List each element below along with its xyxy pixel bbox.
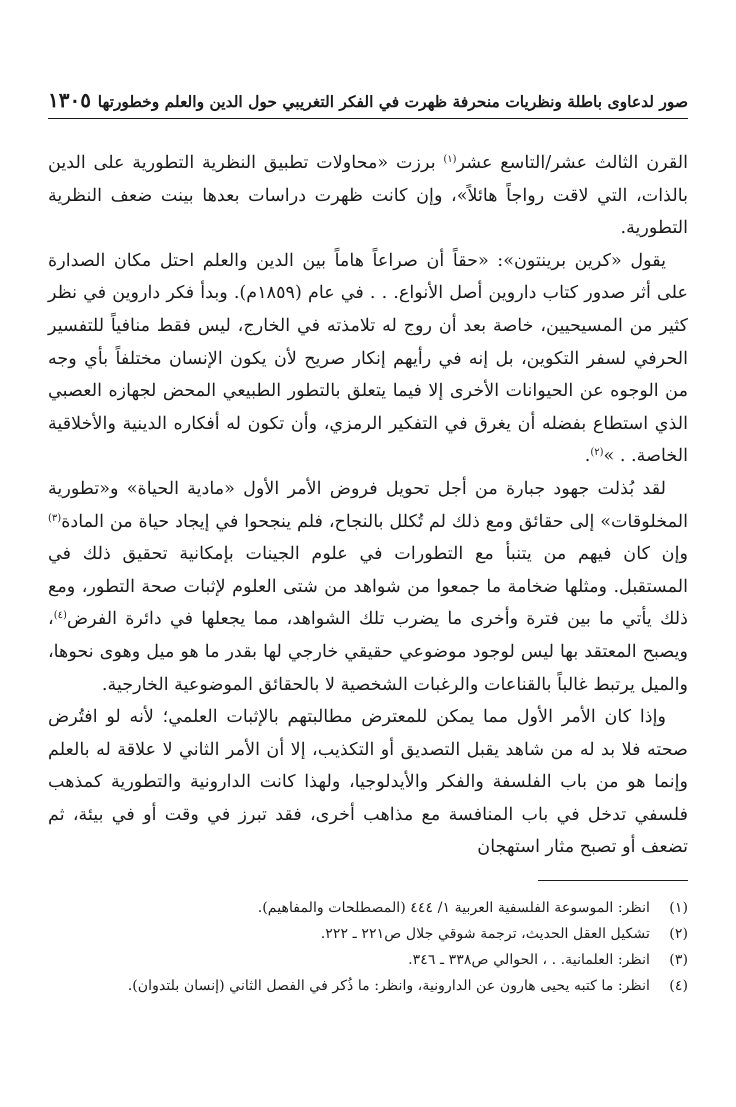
footnote-3 [48,947,688,973]
footnote-text: انظر: ما كتبه يحيى هارون عن الدارونية، وانظر: ما ذُكر في الفصل الثاني (إنسان بلتدوان). [127,978,650,995]
footnote-mark: (١) [669,900,688,917]
footnote-ref-1[interactable]: (١) [443,154,457,165]
footnote-1 [48,895,688,921]
paragraph-4 [48,701,688,864]
paragraph-2-text-a: يقول «كرين برينتون»: «حقاً أن صراعاً هاماً بين الدين والعلم احتل مكان الصدارة على أثر صدور كتاب داروين أصل الأنواع. . . في عام (١٨٥٩م). وبدأ فكر داروين في نظر كثير من المسيحيين، خاصة بعد أن روج له تلامذته في الخارج، ليس فقط منافياً للتفسير الحرفي لسفر التكوين، بل إنه في رأيهم إنكار صريح لأن يكون الإنسان مختلفاً بأي وجه من الوجوه عن الحيوانات الأخرى إلا فيما يتعلق بالتطور الطبيعي المحض لجهازه العصبي الذي استطاع بفضله أن يغرق في التفكير الرمزي، وأن تكون له أفكاره الدينية والأخلاقية الخاصة. . » [48,250,688,467]
footnote-4 [48,973,688,999]
paragraph-2 [48,245,688,473]
paragraph-3-text-b: وإن كان فيهم من يتنبأ مع التطورات في علوم الجينات بإمكانية تحقيق ذلك في المستقبل. ومثلها ضخامة ما جمعوا من شواهد من شتى العلوم لإثبات صحة التطور، ومع ذلك يأتي ما بين فترة وأخرى ما يضرب تلك الشواهد، مما يجعلها في دائرة الفرض [48,544,688,630]
paragraph-1-text-b: برزت «محاولات تطبيق النظرية التطورية على الدين بالذات، التي لاقت رواجاً هائلاً»، وإن كانت ظهرت دراسات بعدها بينت ضعف النظرية التطورية. [48,153,688,239]
footnote-ref-3[interactable]: (٣) [48,512,62,524]
page-number: ١٣٠٥ [48,88,91,112]
footnote-separator [538,880,688,881]
running-title: صور لدعاوى باطلة ونظريات منحرفة ظهرت في الفكر التغريبي حول الدين والعلم وخطورتها [97,92,688,111]
running-header [48,88,688,119]
paragraph-3-text-c: ، ويصبح المعتقد بها ليس لوجود موضوعي حقيقي خارجي لها بقدر ما هو ميل وهوى نحوها، والميل يرتبط غالباً بالقناعات والرغبات الشخصية لا بالحقائق الموضوعية الخارجية. [48,609,688,695]
footnote-mark: (٣) [669,952,688,969]
footnote-text: تشكيل العقل الحديث، ترجمة شوقي جلال ص٢٢١ ـ ٢٢٢. [320,926,650,943]
footnote-text: انظر: الموسوعة الفلسفية العربية ١/ ٤٤٤ (المصطلحات والمفاهيم). [257,900,650,917]
footnote-mark: (٢) [669,926,688,943]
paragraph-3-text-a: لقد بُذلت جهود جبارة من أجل تحويل فروض الأمر الأول «مادية الحياة» و«تطورية المخلوقات» إلى حقائق ومع ذلك لم تُكلل بالنجاح، فلم ينجحوا في إيجاد حياة من المادة [48,478,688,532]
paragraph-3 [48,473,688,701]
footnote-mark: (٤) [669,978,688,995]
footnote-2 [48,921,688,947]
paragraph-4-text: وإذا كان الأمر الأول مما يمكن للمعترض مطالبتهم بالإثبات العلمي؛ لأنه لو افتُرض صحته فلا بد له من شاهد يقبل التصديق أو التكذيب، إلا أن الأمر الثاني لا علاقة له بالعلم وإنما هو من باب الفلسفة والفكر والأيدلوجيا، ولهذا كانت الدارونية والتطورية كمذهب فلسفي تدخل في باب المنافسة مع مذاهب أخرى، فقد تبرز في وقت أو في بيئة، ثم تضعف أو تصبح مثار استهجان [48,707,688,858]
paragraph-1 [48,147,688,245]
footnote-ref-2[interactable]: (٢) [590,447,604,459]
paragraph-2-text-b: . [584,446,591,467]
footnotes [48,895,688,999]
body-text [48,147,688,864]
paragraph-1-text-a: القرن الثالث عشر/التاسع عشر [456,153,688,173]
footnote-ref-4[interactable]: (٤) [53,610,67,622]
footnote-text: انظر: العلمانية. . ، الحوالي ص٣٣٨ ـ ٣٤٦. [408,952,650,969]
